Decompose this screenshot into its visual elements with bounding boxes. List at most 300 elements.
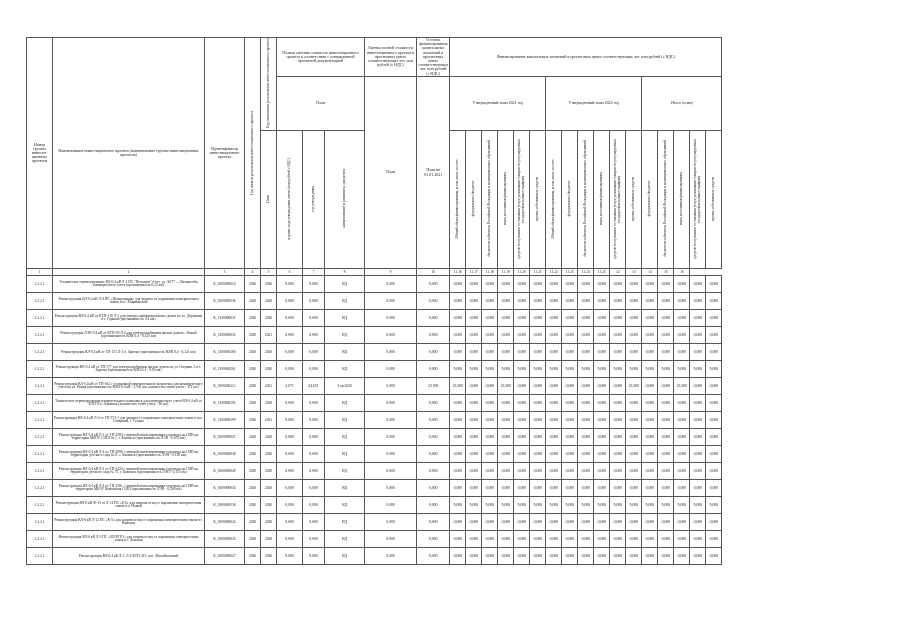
group-cell: 1.2.2.1 bbox=[27, 463, 53, 480]
financing-cell: 0,000 bbox=[626, 514, 642, 531]
full-cost-cell: 0,000 bbox=[277, 412, 303, 429]
col-header-full-cost-plan: План bbox=[277, 76, 365, 130]
financing-cell: 0,000 bbox=[498, 497, 514, 514]
financing-cell: 0,000 bbox=[578, 429, 594, 446]
full-cost-mln-cell: 0,000 bbox=[303, 276, 325, 293]
column-index: 5 bbox=[261, 269, 277, 276]
name-cell: Реконструкция ВЛ-0,4 кВ Л-4 от ТП-2301 с заменой неизолированного провода на СИП на территории МБОУ Каменская СОШ (протяженность ЛЭП - 0,200 км) bbox=[53, 480, 205, 497]
financing-cell: 0,000 bbox=[482, 514, 498, 531]
col-header-sub: средств, полученных от оказания услуг, реализации товаров по регулируемым государством ценам (тарифам) bbox=[610, 130, 626, 269]
column-index: 6 bbox=[277, 269, 303, 276]
financing-cell: 0,000 bbox=[498, 361, 514, 378]
id-cell: К_1300000299 bbox=[205, 412, 245, 429]
financing-cell: 0,000 bbox=[610, 514, 626, 531]
eval-cost-cell: 0,000 bbox=[365, 344, 417, 361]
table-row bbox=[27, 497, 722, 514]
financing-cell: 0,000 bbox=[546, 327, 562, 344]
full-cost-cell: 0,000 bbox=[277, 480, 303, 497]
eval-cost-cell: 0,000 bbox=[365, 497, 417, 514]
id-cell: К_1300000631 bbox=[205, 327, 245, 344]
financing-cell: 0,000 bbox=[530, 514, 546, 531]
full-cost-mln-cell: 0,000 bbox=[303, 327, 325, 344]
financing-cell: 0,000 bbox=[482, 395, 498, 412]
financing-cell: 0,000 bbox=[498, 531, 514, 548]
full-cost-mln-cell: 0,000 bbox=[303, 446, 325, 463]
financing-cell: 0,000 bbox=[466, 514, 482, 531]
financing-cell: 0,000 bbox=[690, 293, 706, 310]
name-cell: Реконструкция ВЛ-0,4 кВ Л-1 от ТП-2224 с заменой неизолированного провода на СИП на территории детского сада № 75, г. Каменск (протяженность ЛЭП - 0,115 км) bbox=[53, 463, 205, 480]
financing-cell: 0,000 bbox=[610, 344, 626, 361]
full-cost-cell: 2,071 bbox=[277, 378, 303, 395]
financing-cell: 0,000 bbox=[674, 548, 690, 565]
remain-cell: 0,000 bbox=[417, 327, 450, 344]
financing-cell: 0,000 bbox=[562, 531, 578, 548]
financing-cell: 0,000 bbox=[690, 361, 706, 378]
col-header-sub: прочих собственных средств bbox=[706, 130, 722, 269]
financing-cell: 0,000 bbox=[578, 344, 594, 361]
full-cost-year-cell: НД bbox=[325, 293, 365, 310]
financing-cell: 0,000 bbox=[578, 497, 594, 514]
year-end-cell: 2020 bbox=[261, 310, 277, 327]
full-cost-cell: 0,000 bbox=[277, 446, 303, 463]
col-header-sub: иных источников финансирования bbox=[498, 130, 514, 269]
full-cost-mln-cell: 0,000 bbox=[303, 497, 325, 514]
financing-cell: 0,000 bbox=[546, 276, 562, 293]
financing-cell: 0,000 bbox=[706, 446, 722, 463]
financing-cell: 0,000 bbox=[642, 463, 658, 480]
name-cell: Реконструкция ВЛ-6 кВ Л-3 ПС «ЗОЛОТО» для защиты птиц от поражения электрическим током в г. Донская bbox=[53, 531, 205, 548]
full-cost-cell: 0,000 bbox=[277, 276, 303, 293]
eval-cost-cell: 0,000 bbox=[365, 480, 417, 497]
financing-cell: 0,000 bbox=[530, 395, 546, 412]
table-body bbox=[27, 269, 722, 565]
financing-cell: 0,000 bbox=[706, 293, 722, 310]
group-cell: 1.2.2.1 bbox=[27, 514, 53, 531]
id-cell: К_1300000260 bbox=[205, 344, 245, 361]
financing-cell: 0,000 bbox=[610, 429, 626, 446]
financing-cell: 0,000 bbox=[530, 310, 546, 327]
financing-cell: 0,000 bbox=[690, 446, 706, 463]
column-index: 10 bbox=[417, 269, 450, 276]
remain-cell: 23,500 bbox=[417, 378, 450, 395]
financing-cell: 0,000 bbox=[450, 463, 466, 480]
column-index: 11.19 bbox=[498, 269, 514, 276]
financing-cell: 0,000 bbox=[498, 276, 514, 293]
full-cost-year-cell: НД bbox=[325, 514, 365, 531]
financing-cell: 0,000 bbox=[706, 514, 722, 531]
col-header-eval-cost: Оценка полной стоимости инвестиционного проекта в прогнозных ценах соответствующих лет, млн рублей (с НДС) bbox=[365, 38, 417, 77]
financing-cell: 0,000 bbox=[530, 344, 546, 361]
name-cell: Реконструкция ВЛ-0,4 кВ от ТП-151 Л-1 п. Заречье (протяженность ВЛИ 0,4 - 0,121 км) bbox=[53, 344, 205, 361]
financing-cell: 23,500 bbox=[674, 378, 690, 395]
name-cell: Техническое перевооружение ВЛ-0,4 кВ Л-1 ПС "Песчаное" в пгт. ул. 30/77 — Взаимообм коммерческого учета (протяженность 0,23 км) bbox=[53, 276, 205, 293]
group-cell: 1.2.2.1 bbox=[27, 327, 53, 344]
financing-cell: 0,000 bbox=[642, 429, 658, 446]
full-cost-year-cell: НД bbox=[325, 395, 365, 412]
group-cell: 1.2.2.1 bbox=[27, 344, 53, 361]
year-start-cell: 2020 bbox=[245, 293, 261, 310]
financing-cell: 0,000 bbox=[498, 327, 514, 344]
financing-cell: 0,000 bbox=[482, 429, 498, 446]
financing-cell: 0,000 bbox=[594, 514, 610, 531]
financing-cell: 0,000 bbox=[562, 293, 578, 310]
full-cost-year-cell: НД bbox=[325, 531, 365, 548]
table-row bbox=[27, 327, 722, 344]
financing-cell: 0,000 bbox=[562, 344, 578, 361]
financing-cell: 0,000 bbox=[642, 480, 658, 497]
financing-cell: 0,000 bbox=[578, 531, 594, 548]
financing-cell: 0,000 bbox=[706, 497, 722, 514]
financing-cell: 0,000 bbox=[626, 480, 642, 497]
year-end-cell: 2021 bbox=[261, 327, 277, 344]
financing-cell: 0,000 bbox=[466, 548, 482, 565]
financing-cell: 0,000 bbox=[514, 327, 530, 344]
name-cell: Реконструкция ВЛ-0,4 кВ от ТП-177 для электроснабжения жилых домов по ул. Озерная, 5 в г. Заречье (протяженность ВЛИ 0,4 - 0,50 км) bbox=[53, 361, 205, 378]
financing-cell: 0,000 bbox=[674, 276, 690, 293]
year-end-cell: 2020 bbox=[261, 497, 277, 514]
full-cost-mln-cell: 0,000 bbox=[303, 344, 325, 361]
eval-cost-cell: 0,000 bbox=[365, 548, 417, 565]
table-row bbox=[27, 361, 722, 378]
financing-cell: 0,000 bbox=[594, 412, 610, 429]
group-cell: 1.2.2.1 bbox=[27, 378, 53, 395]
full-cost-mln-cell: 0,000 bbox=[303, 531, 325, 548]
financing-cell: 0,000 bbox=[514, 480, 530, 497]
financing-cell: 0,000 bbox=[450, 497, 466, 514]
eval-cost-cell: 0,000 bbox=[365, 531, 417, 548]
full-cost-year-cell: 3 кв 2020 bbox=[325, 378, 365, 395]
year-end-cell: 2020 bbox=[261, 463, 277, 480]
financing-cell: 0,000 bbox=[466, 480, 482, 497]
year-end-cell: 2020 bbox=[261, 531, 277, 548]
eval-cost-cell: 0,000 bbox=[365, 361, 417, 378]
full-cost-mln-cell: 0,000 bbox=[303, 480, 325, 497]
financing-cell: 0,000 bbox=[466, 412, 482, 429]
financing-cell: 0,000 bbox=[450, 531, 466, 548]
full-cost-mln-cell: 0,000 bbox=[303, 395, 325, 412]
financing-cell: 0,000 bbox=[498, 548, 514, 565]
remain-cell: 0,000 bbox=[417, 395, 450, 412]
financing-cell: 0,000 bbox=[642, 276, 658, 293]
financing-cell: 0,000 bbox=[626, 531, 642, 548]
group-cell: 1.2.2.1 bbox=[27, 361, 53, 378]
financing-cell: 0,000 bbox=[626, 310, 642, 327]
id-cell: К_0300000624 bbox=[205, 514, 245, 531]
full-cost-year-cell: НД bbox=[325, 463, 365, 480]
financing-cell: 0,000 bbox=[674, 395, 690, 412]
financing-cell: 0,000 bbox=[674, 344, 690, 361]
financing-cell: 0,000 bbox=[514, 395, 530, 412]
financing-cell: 0,000 bbox=[466, 531, 482, 548]
group-cell: 1.2.2.1 bbox=[27, 446, 53, 463]
year-end-cell: 2020 bbox=[261, 293, 277, 310]
full-cost-year-cell: НД bbox=[325, 548, 365, 565]
full-cost-mln-cell: 0,000 bbox=[303, 310, 325, 327]
financing-cell: 0,000 bbox=[514, 514, 530, 531]
financing-cell: 0,000 bbox=[594, 310, 610, 327]
id-cell: К_1300000261 bbox=[205, 361, 245, 378]
financing-cell: 0,000 bbox=[482, 310, 498, 327]
financing-cell: 0,000 bbox=[530, 480, 546, 497]
financing-cell: 0,000 bbox=[530, 327, 546, 344]
financing-cell: 0,000 bbox=[482, 446, 498, 463]
financing-cell: 0,000 bbox=[450, 480, 466, 497]
financing-cell: 0,000 bbox=[514, 463, 530, 480]
column-index: 11.25 bbox=[594, 269, 610, 276]
year-end-cell: 2021 bbox=[261, 378, 277, 395]
column-index: 16 bbox=[674, 269, 690, 276]
full-cost-mln-cell: 0,000 bbox=[303, 463, 325, 480]
financing-cell: 0,000 bbox=[674, 446, 690, 463]
remain-cell: 0,000 bbox=[417, 276, 450, 293]
financing-cell: 0,000 bbox=[466, 276, 482, 293]
financing-cell: 0,000 bbox=[466, 446, 482, 463]
financing-cell: 23,500 bbox=[626, 378, 642, 395]
col-header-name: Наименование инвестиционного проекта (наименование группы инвестиционных проектов) bbox=[53, 38, 205, 269]
group-cell: 1.2.2.1 bbox=[27, 293, 53, 310]
financing-cell: 0,000 bbox=[450, 548, 466, 565]
col-header-sub: иных источников финансирования bbox=[594, 130, 610, 269]
eval-cost-cell: 0,000 bbox=[365, 327, 417, 344]
financing-cell: 0,000 bbox=[674, 429, 690, 446]
year-start-cell: 2020 bbox=[245, 548, 261, 565]
financing-cell: 0,000 bbox=[690, 412, 706, 429]
col-header-sub: бюджетов субъектов Российской Федерации и муниципальных образований bbox=[578, 130, 594, 269]
col-header-year-end-plan: План bbox=[261, 130, 277, 269]
financing-cell: 0,000 bbox=[706, 378, 722, 395]
financing-cell: 0,000 bbox=[610, 531, 626, 548]
remain-cell: 0,000 bbox=[417, 514, 450, 531]
id-cell: К_0300000847 bbox=[205, 429, 245, 446]
table-row bbox=[27, 276, 722, 293]
financing-cell: 0,000 bbox=[626, 463, 642, 480]
col-header-full-cost-doc: наименование и реквизиты документа bbox=[325, 130, 365, 269]
financing-cell: 0,000 bbox=[610, 361, 626, 378]
financing-cell: 0,000 bbox=[658, 497, 674, 514]
financing-cell: 0,000 bbox=[482, 276, 498, 293]
financing-cell: 0,000 bbox=[514, 361, 530, 378]
financing-cell: 0,000 bbox=[562, 310, 578, 327]
financing-cell: 0,000 bbox=[594, 361, 610, 378]
financing-cell: 0,000 bbox=[610, 463, 626, 480]
financing-cell: 23,500 bbox=[450, 378, 466, 395]
financing-cell: 0,000 bbox=[450, 344, 466, 361]
financing-cell: 0,000 bbox=[690, 514, 706, 531]
column-index: 8 bbox=[325, 269, 365, 276]
full-cost-year-cell: НД bbox=[325, 429, 365, 446]
col-header-sub: Общий объем финансирования, в том числе за счет: bbox=[546, 130, 562, 269]
financing-cell: 0,000 bbox=[658, 480, 674, 497]
group-cell: 1.2.2.1 bbox=[27, 395, 53, 412]
table-row bbox=[27, 514, 722, 531]
financing-cell: 0,000 bbox=[466, 344, 482, 361]
id-cell: К_0300000625 bbox=[205, 531, 245, 548]
financing-cell: 0,000 bbox=[562, 514, 578, 531]
full-cost-mln-cell: 0,000 bbox=[303, 429, 325, 446]
full-cost-year-cell: НД bbox=[325, 446, 365, 463]
table-row bbox=[27, 378, 722, 395]
full-cost-cell: 0,000 bbox=[277, 514, 303, 531]
remain-cell: 0,000 bbox=[417, 344, 450, 361]
full-cost-mln-cell: 0,000 bbox=[303, 412, 325, 429]
financing-cell: 0,000 bbox=[562, 429, 578, 446]
col-header-group: Номер группы инвести-ционных проектов bbox=[27, 38, 53, 269]
financing-cell: 0,000 bbox=[562, 361, 578, 378]
financing-cell: 0,000 bbox=[466, 310, 482, 327]
financing-cell: 0,000 bbox=[578, 412, 594, 429]
col-header-full-cost: Полная сметная стоимость инвестиционного проекта в соответствии с утвержденной проектной документацией bbox=[277, 38, 365, 77]
table-row bbox=[27, 480, 722, 497]
financing-cell: 0,000 bbox=[450, 361, 466, 378]
financing-cell: 0,000 bbox=[514, 497, 530, 514]
remain-cell: 0,000 bbox=[417, 497, 450, 514]
name-cell: Реконструкция ВЛ-6 кВ Ф-13 от Л-14 ПС «Б-6» для защиты птиц от поражения электрическим током в п. Новый bbox=[53, 497, 205, 514]
financing-cell: 0,000 bbox=[530, 293, 546, 310]
year-start-cell: 2020 bbox=[245, 497, 261, 514]
financing-cell: 0,000 bbox=[546, 531, 562, 548]
financing-cell: 0,000 bbox=[546, 310, 562, 327]
id-cell: К_0300000536 bbox=[205, 497, 245, 514]
financing-cell: 0,000 bbox=[658, 327, 674, 344]
year-start-cell: 2020 bbox=[245, 310, 261, 327]
table-row bbox=[27, 446, 722, 463]
financing-cell: 0,000 bbox=[562, 412, 578, 429]
full-cost-cell: 0,000 bbox=[277, 395, 303, 412]
financing-cell: 0,000 bbox=[530, 531, 546, 548]
eval-cost-cell: 0,000 bbox=[365, 514, 417, 531]
financing-cell: 0,000 bbox=[466, 327, 482, 344]
financing-cell: 0,000 bbox=[658, 293, 674, 310]
column-index-row bbox=[27, 269, 722, 276]
financing-cell: 0,000 bbox=[530, 361, 546, 378]
name-cell: Реконструкция ВЛ-0,4 кВ Л-4 от ТП-2096 с заменой неизолированного провода на СИП на территории детского сада №11, г. Каменск (протяженность ЛЭП - 0,150 км) bbox=[53, 446, 205, 463]
col-header-financing: Финансирование капитальных вложений в прогнозных ценах соответствующих лет, млн рублей (с НДС) bbox=[450, 38, 722, 77]
year-start-cell: 2020 bbox=[245, 429, 261, 446]
financing-cell: 0,000 bbox=[594, 395, 610, 412]
financing-cell: 0,000 bbox=[578, 514, 594, 531]
year-start-cell: 2020 bbox=[245, 446, 261, 463]
financing-cell: 0,000 bbox=[514, 344, 530, 361]
financing-cell: 0,000 bbox=[578, 293, 594, 310]
full-cost-mln-cell: 0,000 bbox=[303, 361, 325, 378]
table-row bbox=[27, 293, 722, 310]
year-start-cell: 2020 bbox=[245, 361, 261, 378]
financing-cell: 23,500 bbox=[498, 378, 514, 395]
financing-cell: 0,000 bbox=[690, 463, 706, 480]
column-index: 11.24 bbox=[578, 269, 594, 276]
col-header-full-cost-mln: в ценах года утверждения сметы (млн рублей с НДС) bbox=[277, 130, 303, 269]
eval-cost-cell: 0,000 bbox=[365, 446, 417, 463]
remain-cell: 0,000 bbox=[417, 361, 450, 378]
financing-cell: 0,000 bbox=[642, 548, 658, 565]
id-cell: К_0300000849 bbox=[205, 463, 245, 480]
financing-cell: 0,000 bbox=[562, 327, 578, 344]
financing-cell: 0,000 bbox=[706, 310, 722, 327]
financing-cell: 0,000 bbox=[642, 344, 658, 361]
financing-cell: 0,000 bbox=[610, 480, 626, 497]
financing-cell: 0,000 bbox=[546, 514, 562, 531]
name-cell: Техническое перевооружение измерительного комплекса для коммерческого учета ВЛ-0,4 кВ от КТП-93 г. Каменск (количество точек учета - 38 шт) bbox=[53, 395, 205, 412]
financing-cell: 0,000 bbox=[690, 395, 706, 412]
financing-cell: 0,000 bbox=[674, 480, 690, 497]
financing-cell: 0,000 bbox=[450, 514, 466, 531]
column-index: 11.21 bbox=[530, 269, 546, 276]
financing-cell: 0,000 bbox=[562, 395, 578, 412]
remain-cell: 0,000 bbox=[417, 480, 450, 497]
col-header-id: Идентификатор инвестиционного проекта bbox=[205, 38, 245, 269]
full-cost-year-cell: НД bbox=[325, 480, 365, 497]
financing-cell: 0,000 bbox=[530, 497, 546, 514]
remain-cell: 0,000 bbox=[417, 463, 450, 480]
full-cost-cell: 0,000 bbox=[277, 463, 303, 480]
table-row bbox=[27, 548, 722, 565]
financing-cell: 0,000 bbox=[690, 310, 706, 327]
financing-cell: 0,000 bbox=[482, 480, 498, 497]
financing-cell: 0,000 bbox=[546, 463, 562, 480]
column-index: 11.20 bbox=[514, 269, 530, 276]
id-cell: К_0300000536 bbox=[205, 293, 245, 310]
eval-cost-cell: 0,000 bbox=[365, 310, 417, 327]
year-end-cell: 2020 bbox=[261, 395, 277, 412]
financing-cell: 0,000 bbox=[642, 412, 658, 429]
full-cost-cell: 0,000 bbox=[277, 497, 303, 514]
financing-cell: 0,000 bbox=[530, 548, 546, 565]
financing-cell: 0,000 bbox=[514, 293, 530, 310]
group-cell: 1.2.2.1 bbox=[27, 480, 53, 497]
remain-cell: 0,000 bbox=[417, 412, 450, 429]
financing-cell: 0,000 bbox=[594, 344, 610, 361]
year-start-cell: 2020 bbox=[245, 531, 261, 548]
financing-cell: 0,000 bbox=[482, 378, 498, 395]
financing-cell: 0,000 bbox=[578, 480, 594, 497]
name-cell: Реконструкция ВЛ-0,4 кВ Л-4 ПС «Центральная» для защиты от поражения электрическим током, пос. Мирнинский bbox=[53, 293, 205, 310]
col-header-sub: федерального бюджета bbox=[562, 130, 578, 269]
eval-cost-cell: 0,000 bbox=[365, 463, 417, 480]
remain-cell: 0,000 bbox=[417, 429, 450, 446]
financing-cell: 0,000 bbox=[466, 429, 482, 446]
financing-cell: 0,000 bbox=[546, 497, 562, 514]
id-cell: К_1000000212 bbox=[205, 378, 245, 395]
remain-cell: 0,000 bbox=[417, 548, 450, 565]
financing-cell: 0,000 bbox=[514, 378, 530, 395]
full-cost-mln-cell: 0,000 bbox=[303, 293, 325, 310]
full-cost-year-cell: НД bbox=[325, 497, 365, 514]
financing-cell: 0,000 bbox=[690, 344, 706, 361]
financing-cell: 0,000 bbox=[498, 429, 514, 446]
financing-cell: 0,000 bbox=[642, 327, 658, 344]
financing-cell: 0,000 bbox=[594, 429, 610, 446]
financing-cell: 0,000 bbox=[690, 429, 706, 446]
col-header-sub: федерального бюджета bbox=[466, 130, 482, 269]
financing-cell: 0,000 bbox=[482, 293, 498, 310]
financing-cell: 0,000 bbox=[690, 480, 706, 497]
financing-cell: 0,000 bbox=[514, 412, 530, 429]
financing-cell: 0,000 bbox=[674, 412, 690, 429]
financing-cell: 0,000 bbox=[690, 548, 706, 565]
name-cell: Реконструкция ЛЭП-0,4 кВ от КТП-50 Л-2 для электроснабжения жилых домов г. Ясный (протяженность ВЛИ 0,4 - 0,325 км) bbox=[53, 327, 205, 344]
financing-cell: 0,000 bbox=[578, 327, 594, 344]
group-cell: 1.2.2.1 bbox=[27, 497, 53, 514]
group-cell: 1.2.2.1 bbox=[27, 548, 53, 565]
financing-cell: 0,000 bbox=[482, 412, 498, 429]
table-row bbox=[27, 310, 722, 327]
financing-cell: 0,000 bbox=[546, 446, 562, 463]
financing-cell: 0,000 bbox=[562, 497, 578, 514]
financing-cell: 0,000 bbox=[690, 327, 706, 344]
financing-cell: 0,000 bbox=[706, 463, 722, 480]
financing-cell: 0,000 bbox=[610, 395, 626, 412]
financing-cell: 0,000 bbox=[626, 276, 642, 293]
